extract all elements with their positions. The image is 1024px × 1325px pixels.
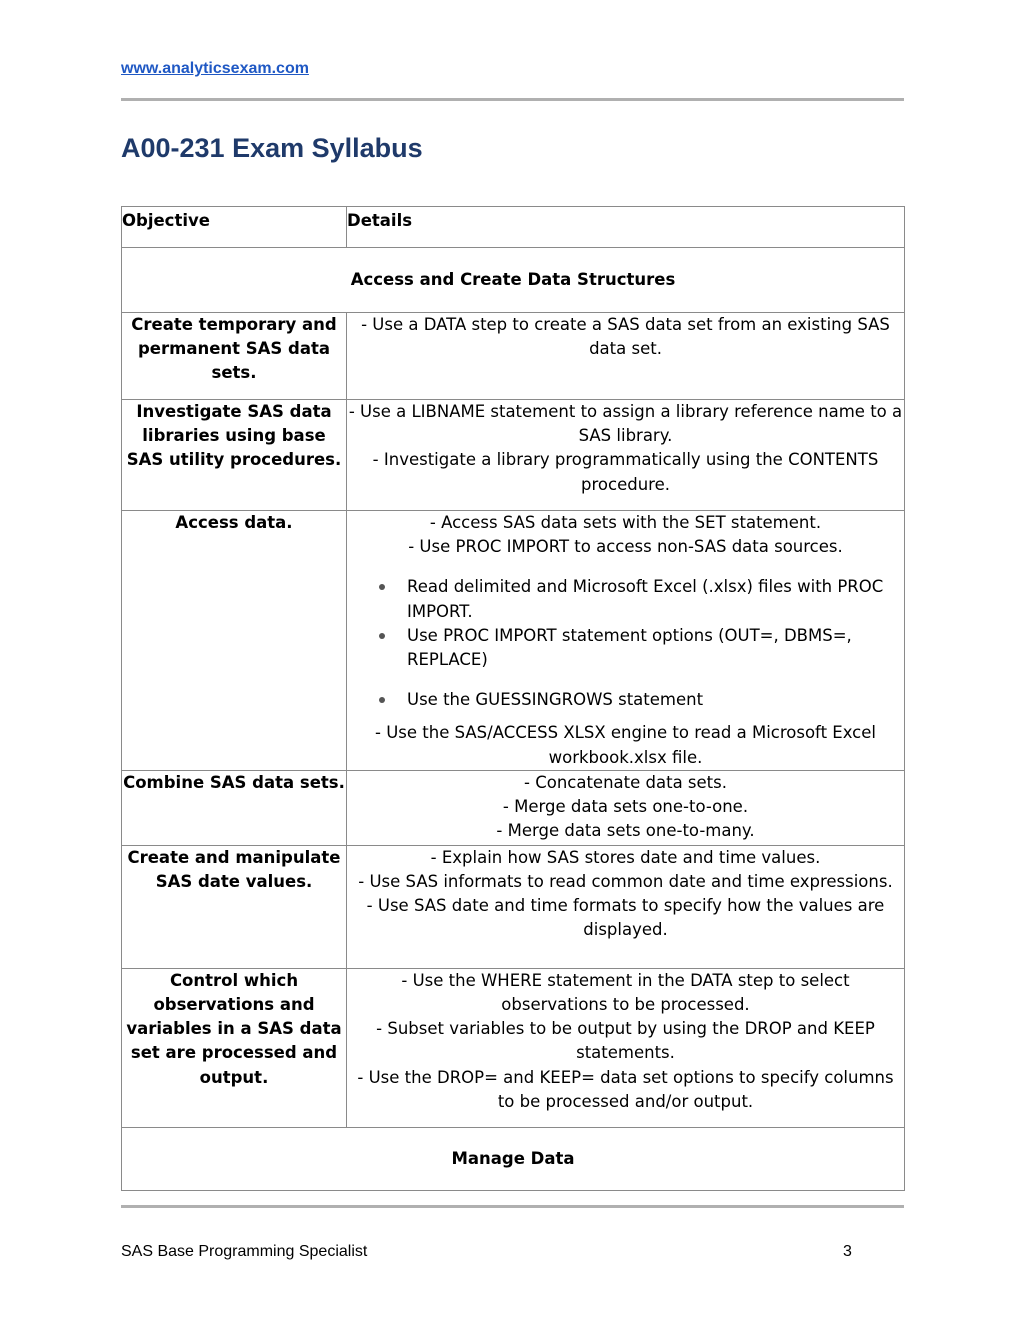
header-objective: Objective	[122, 207, 347, 248]
objective-cell	[122, 400, 347, 511]
bullet-list	[347, 688, 904, 712]
objective-text: Create and manipulate SAS date values.	[127, 847, 341, 892]
table-row	[122, 968, 905, 1127]
bullet-item	[347, 575, 904, 623]
footer-text: SAS Base Programming Specialist	[121, 1243, 368, 1260]
bullet-dot-icon	[379, 697, 385, 703]
details-cell	[347, 511, 905, 771]
detail-line: - Use SAS date and time formats to specify how the values are displayed.	[366, 896, 885, 940]
header-details: Details	[347, 207, 905, 248]
objective-text: Access data.	[175, 513, 293, 532]
detail-line: - Concatenate data sets.	[524, 772, 727, 792]
table-header-row	[122, 207, 905, 248]
detail-line: - Use SAS informats to read common date and time expressions.	[358, 872, 893, 892]
detail-line: - Merge data sets one-to-many.	[496, 821, 755, 841]
section-title: Manage Data	[122, 1127, 905, 1190]
section-title: Access and Create Data Structures	[122, 248, 905, 313]
detail-line: - Use PROC IMPORT to access non-SAS data sources.	[408, 537, 843, 557]
footer-divider	[121, 1205, 904, 1208]
site-link[interactable]: www.analyticsexam.com	[121, 60, 309, 77]
table-row	[122, 511, 905, 771]
details-cell	[347, 313, 905, 400]
section-row	[122, 1127, 905, 1190]
details-cell	[347, 968, 905, 1127]
objective-text: Investigate SAS data libraries using base SAS utility procedures.	[126, 402, 342, 470]
objective-cell	[122, 511, 347, 771]
detail-line: - Use a DATA step to create a SAS data set from an existing SAS data set.	[361, 315, 890, 359]
details-cell	[347, 770, 905, 845]
objective-cell	[122, 968, 347, 1127]
objective-cell	[122, 845, 347, 968]
detail-line: - Subset variables to be output by using the DROP and KEEP statements.	[376, 1019, 875, 1063]
objective-cell	[122, 313, 347, 400]
bullet-dot-icon	[379, 584, 385, 590]
detail-line: - Merge data sets one-to-one.	[502, 797, 749, 817]
objective-text: Control which observations and variables in a SAS data set are processed and output.	[126, 970, 342, 1087]
header-divider	[121, 98, 904, 101]
section-row	[122, 248, 905, 313]
detail-line: - Use the DROP= and KEEP= data set options to specify columns to be processed and/or output.	[357, 1067, 894, 1111]
bullet-item	[347, 688, 904, 712]
detail-line: - Use the WHERE statement in the DATA step to select observations to be processed.	[401, 970, 850, 1015]
table-row	[122, 845, 905, 968]
table-row	[122, 313, 905, 400]
page-title: A00-231 Exam Syllabus	[121, 133, 423, 163]
details-cell	[347, 845, 905, 968]
table-row	[122, 770, 905, 845]
objective-cell	[122, 770, 347, 845]
objective-text: Combine SAS data sets.	[123, 772, 345, 792]
bullet-dot-icon	[379, 633, 385, 639]
details-cell	[347, 400, 905, 511]
bullet-text: Use PROC IMPORT statement options (OUT=, DBMS=, REPLACE)	[407, 625, 852, 670]
syllabus-table	[121, 206, 905, 1191]
detail-line: - Investigate a library programmatically using the CONTENTS procedure.	[372, 450, 879, 494]
page-number: 3	[843, 1243, 852, 1260]
detail-line: - Access SAS data sets with the SET statement.	[429, 513, 822, 532]
objective-text: Create temporary and permanent SAS data sets.	[131, 315, 337, 383]
detail-line: - Explain how SAS stores date and time values.	[430, 847, 821, 867]
detail-line: - Use a LIBNAME statement to assign a library reference name to a SAS library.	[348, 402, 903, 446]
bullet-list	[347, 575, 904, 672]
detail-line: - Use the SAS/ACCESS XLSX engine to read a Microsoft Excel workbook.xlsx file.	[375, 723, 876, 767]
bullet-text: Use the GUESSINGROWS statement	[407, 690, 704, 710]
bullet-text: Read delimited and Microsoft Excel (.xlsx) files with PROC IMPORT.	[407, 577, 884, 621]
bullet-item	[347, 624, 904, 672]
table-row	[122, 400, 905, 511]
